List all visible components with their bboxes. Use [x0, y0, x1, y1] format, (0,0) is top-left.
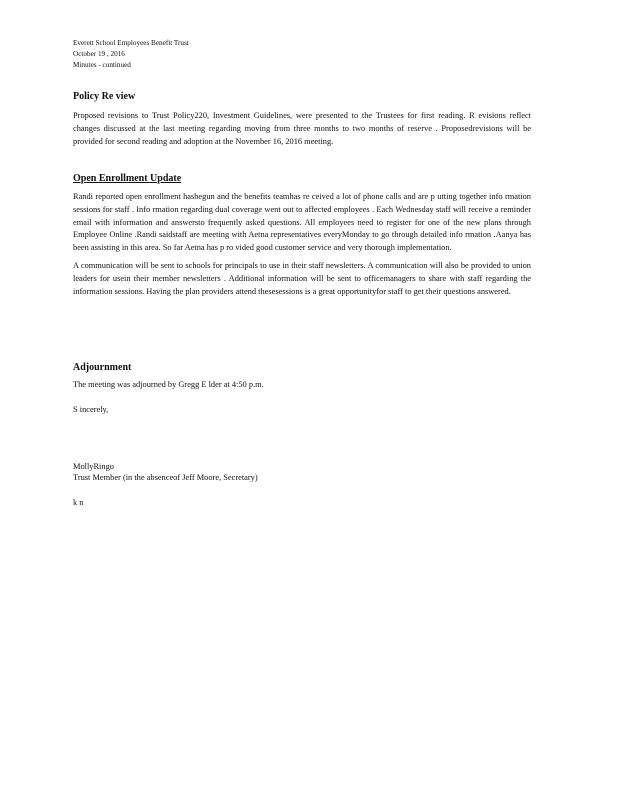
adjournment-section: [73, 361, 531, 392]
open-enrollment-paragraph-1: Randi reported open enrollment hasbegun and the benefits teamhas re ceived a lot of phone calls and are p utting together info rmation sessions for staff . Info rmation regarding dual coverage went out to affected employees . Each Wednesday staff will receive a reminder email with information and answersto frequently asked questions. All employees need to register for one of the new plans through Employee Online .Randi saidstaff are meeting with Aetna representatives everyMonday to go through detailed info rmation .Aanya has been assisting in this area. So far Aetna has p ro vided good customer service and very thorough implementation.: [73, 192, 531, 253]
adjournment-body: The meeting was adjourned by Gregg E lder at 4:50 p.m.: [73, 380, 264, 389]
adjournment-heading: Adjournment: [73, 362, 132, 373]
closing-section: [73, 404, 531, 510]
policy-review-body: Proposed revisions to Trust Policy220, Investment Guidelines, were presented to the Trustees for first reading. R evisions reflect changes discussed at the last meeting regarding moving from three months to two months of reserve . Proposedrevisions will be provided for second reading and adoption at the November 16, 2016 meeting.: [73, 111, 531, 146]
header-date: October 19 , 2016: [73, 50, 125, 58]
header-organization: Everett School Employees Benefit Trust: [73, 39, 189, 47]
header-subtitle: Minutes - continued: [73, 61, 131, 69]
open-enrollment-section: [73, 172, 531, 298]
open-enrollment-paragraph-2: A communication will be sent to schools for principals to use in their staff newsletters. A communication will also be provided to union leaders for usein their member newsletters . Additional information will be sent to officemanagers to share with staff regarding the information sessions. Having the plan providers attend thesesessions is a great opportunityfor staff to get their questions answered.: [73, 260, 531, 296]
typist-initials: k n: [73, 497, 84, 507]
document-header: [73, 38, 189, 71]
open-enrollment-heading: Open Enrollment Update: [73, 173, 182, 184]
signer-name: MollyRingo: [73, 461, 114, 471]
salutation: S incerely,: [73, 405, 109, 414]
policy-review-heading: Policy Re view: [73, 91, 136, 102]
signer-title: Trust Member (in the absenceof Jeff Moore, Secretary): [73, 472, 258, 482]
policy-review-section: [73, 90, 531, 148]
